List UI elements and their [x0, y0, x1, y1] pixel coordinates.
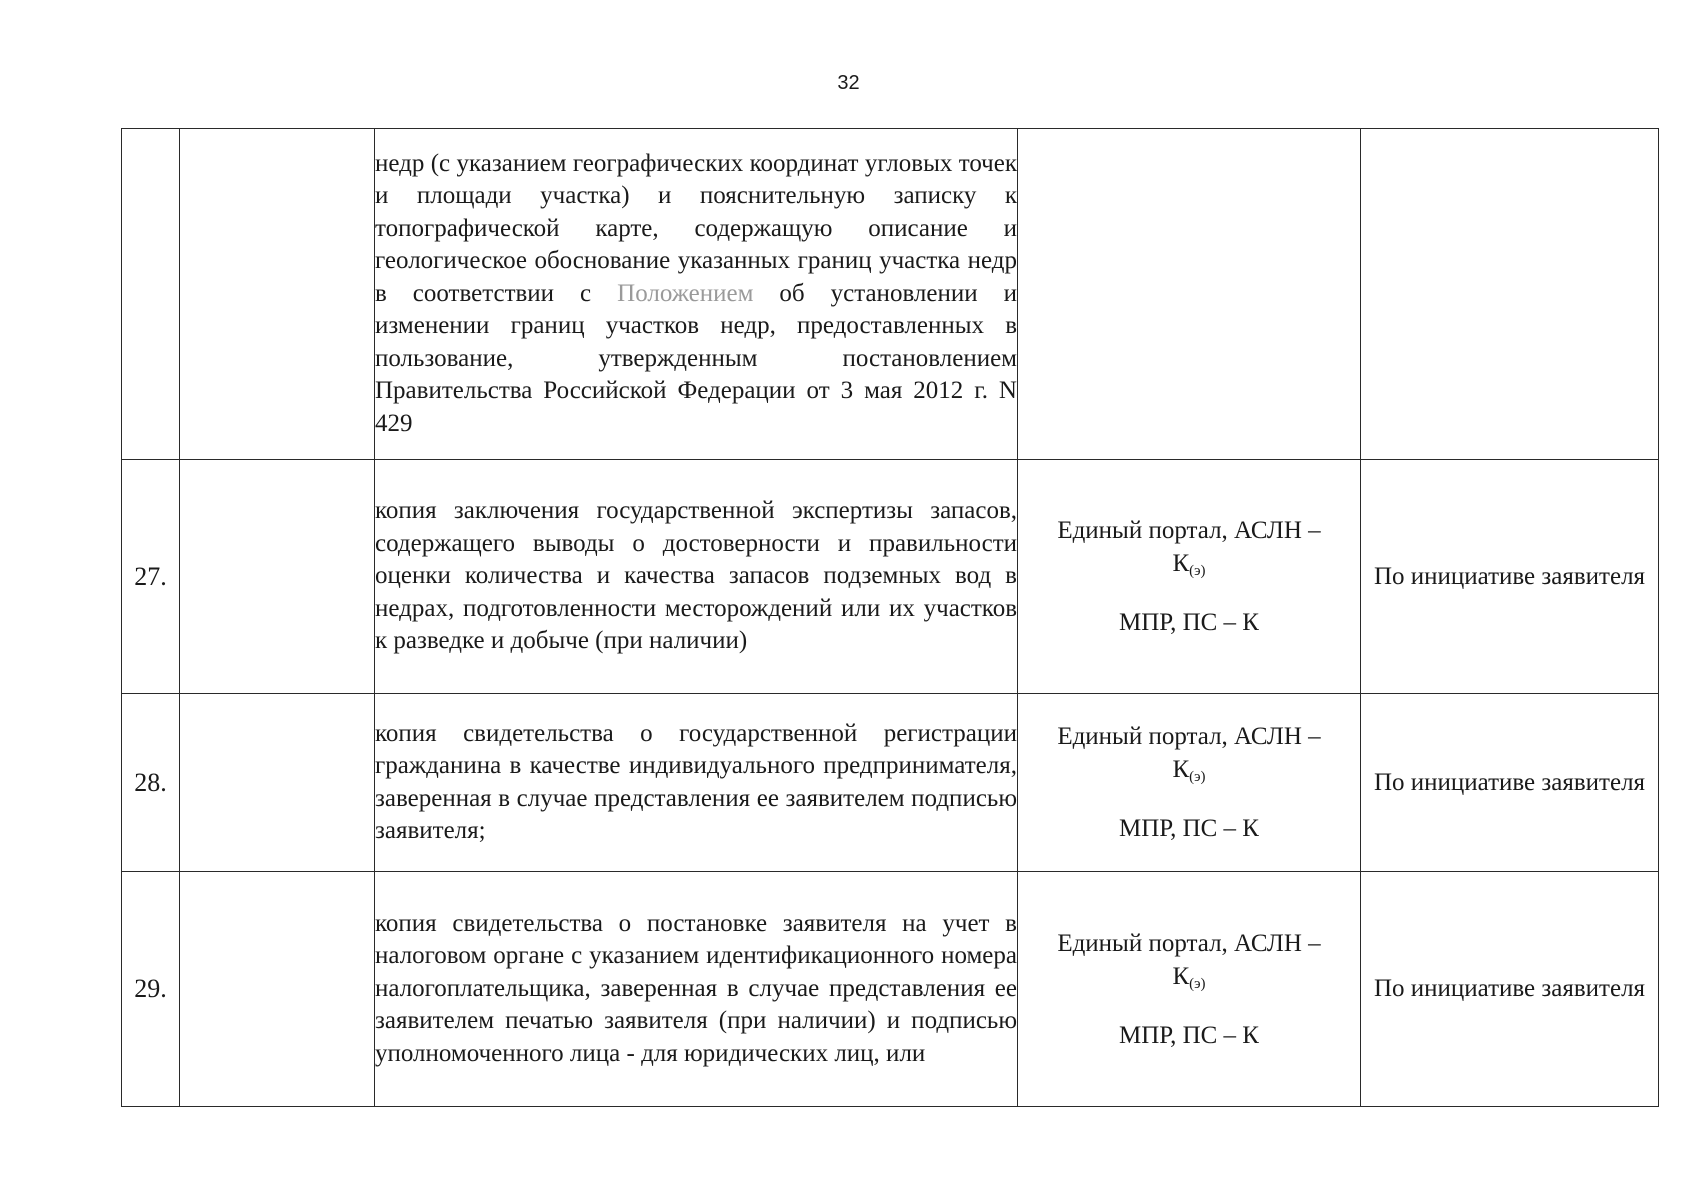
source-line: Единый портал, АСЛН – — [1057, 517, 1321, 544]
row-number-cell: 28. — [122, 694, 180, 872]
page-number: 32 — [837, 72, 860, 94]
regulation-link[interactable]: Положением — [617, 279, 754, 307]
row-number-cell — [122, 129, 180, 460]
description-cell — [375, 129, 1018, 460]
source-cell — [1018, 129, 1361, 460]
source-line: Единый портал, АСЛН – — [1057, 929, 1321, 957]
source-line: МПР, ПС – К — [1119, 609, 1259, 636]
table-row — [122, 129, 1659, 460]
basis-cell: По инициативе заявителя — [1361, 872, 1659, 1107]
source-line: $К_{(э)}$ — [1172, 756, 1206, 785]
empty-cell — [180, 129, 375, 460]
row-number-cell: 29. — [122, 872, 180, 1107]
subscript: (э) — [1189, 769, 1206, 785]
basis-cell: По инициативе заявителя — [1361, 694, 1659, 872]
subscript: (э) — [1189, 563, 1206, 579]
basis-cell: По инициативе заявителя — [1361, 460, 1659, 694]
description-text: недр (с указанием географических координат угловых точек и площади участка) и пояснительную записку к топографической карте, содержащую описание и геологическое обоснование указанных границ участка недр в соответствии с — [375, 149, 1017, 307]
source-cell — [1018, 694, 1361, 872]
description-cell: копия свидетельства о постановке заявителя на учет в налоговом органе с указанием идентификационного номера налогоплательщика, заверенная в случае представления ее заявителем печатью заявителя (при наличии) и подписью уполномоченного лица - для юридических лиц, или — [375, 872, 1018, 1107]
empty-cell — [180, 460, 375, 694]
source-cell — [1018, 460, 1361, 694]
source-line: $К_{(э)}$ — [1172, 962, 1206, 992]
source-line: МПР, ПС – К — [1119, 815, 1259, 842]
source-line: Единый портал, АСЛН – — [1057, 723, 1321, 750]
source-line: $К_{(э)}$ — [1172, 550, 1206, 579]
description-cell: копия свидетельства о государственной регистрации гражданина в качестве индивидуального предпринимателя, заверенная в случае представления ее заявителем подписью заявителя; — [375, 694, 1018, 872]
table-row — [122, 460, 1659, 694]
empty-cell — [180, 694, 375, 872]
document-table — [121, 128, 1659, 1107]
source-cell — [1018, 872, 1361, 1107]
description-cell: копия заключения государственной экспертизы запасов, содержащего выводы о достоверности и правильности оценки количества и качества запасов подземных вод в недрах, подготовленности месторождений или их участков к разведке и добыче (при наличии) — [375, 460, 1018, 694]
row-number-cell: 27. — [122, 460, 180, 694]
table-row — [122, 872, 1659, 1107]
basis-cell — [1361, 129, 1659, 460]
description-text: об установлении и изменении границ участков недр, предоставленных в пользование, утвержденным постановлением Правительства Российской Федерации от 3 мая 2012 г. N 429 — [375, 279, 1017, 437]
subscript: (э) — [1189, 975, 1206, 992]
source-line: МПР, ПС – К — [1119, 1021, 1259, 1049]
table-row — [122, 694, 1659, 872]
empty-cell — [180, 872, 375, 1107]
